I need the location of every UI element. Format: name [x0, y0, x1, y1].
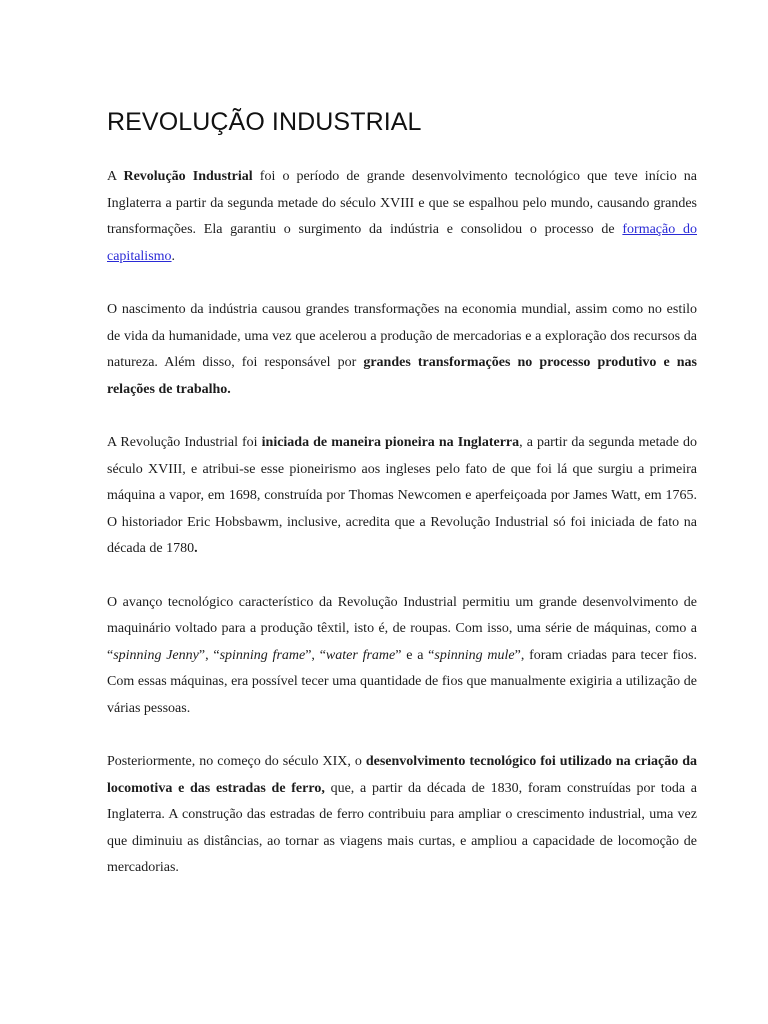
text-run: foi o período de grande desenvolvimento tecnológico que teve início na Inglaterra a partir da segunda metade do século XVIII e que se espalhou pelo mundo, causando grandes transformações. Ela garantiu o surgimento da indústria e consolidou o processo de: [107, 169, 698, 237]
capitalism-link[interactable]: formação do capitalismo: [107, 222, 697, 264]
italic-text: spinning Jenny: [113, 647, 199, 663]
page-title: REVOLUÇÃO INDUSTRIAL: [107, 108, 422, 136]
paragraph: [107, 164, 697, 270]
text-run: O nascimento da indústria causou grandes transformações na economia mundial, assim como no estilo de vida da humanidade, uma vez que acelerou a produção de mercadorias e a exploração dos recursos da natureza. Além disso, foi responsável por: [107, 302, 697, 370]
text-run: ”, “: [305, 647, 326, 663]
text-run: ” e a “: [395, 647, 435, 663]
bold-text: desenvolvimento tecnológico foi utilizado na criação da locomotiva e das estradas de ferro,: [107, 754, 697, 796]
italic-text: spinning frame: [219, 647, 306, 663]
italic-text: water frame: [325, 647, 396, 663]
text-run: que, a partir da década de 1830, foram construídas por toda a Inglaterra. A construção das estradas de ferro contribuiu para ampliar o crescimento industrial, uma vez que diminuiu as distâncias, ao tornar as viagens mais curtas, e ampliou a capacidade de locomoção de mercadorias.: [107, 780, 697, 875]
text-run: A: [107, 169, 124, 184]
bold-text: grandes transformações no processo produtivo e nas relações de trabalho.: [107, 355, 698, 397]
paragraph: [107, 430, 697, 563]
text-run: O avanço tecnológico característico da Revolução Industrial permitiu um grande desenvolvimento de maquinário voltado para a produção têxtil, isto é, de roupas. Com isso, uma série de máquinas, como a “: [107, 594, 697, 663]
bold-text: .: [194, 541, 198, 556]
text-run: ”, “: [198, 647, 220, 663]
bold-text: iniciada de maneira pioneira na Inglaterra: [261, 435, 520, 450]
document-body: [107, 164, 697, 909]
paragraph: [107, 590, 697, 723]
text-run: Posteriormente, no começo do século XIX, o: [107, 754, 366, 769]
text-run: ”, foram criadas para tecer fios. Com essas máquinas, era possível tecer uma quantidade de fios que manualmente exigiria a utilização de várias pessoas.: [107, 647, 698, 716]
text-run: .: [171, 248, 176, 264]
text-run: A Revolução Industrial foi: [107, 435, 262, 450]
text-run: , a partir da segunda metade do século XVIII, e atribui-se esse pioneirismo aos ingleses pelo fato de que foi lá que surgiu a primeira máquina a vapor, em 1698, construída por Thomas Newcomen e aperfeiçoada por James Watt, em 1765. O historiador Eric Hobsbawm, inclusive, acredita que a Revolução Industrial só foi iniciada de fato na década de 1780: [107, 435, 698, 556]
paragraph: [107, 749, 697, 882]
paragraph: [107, 297, 697, 403]
italic-text: spinning mule: [434, 647, 515, 663]
bold-text: Revolução Industrial: [123, 169, 253, 184]
